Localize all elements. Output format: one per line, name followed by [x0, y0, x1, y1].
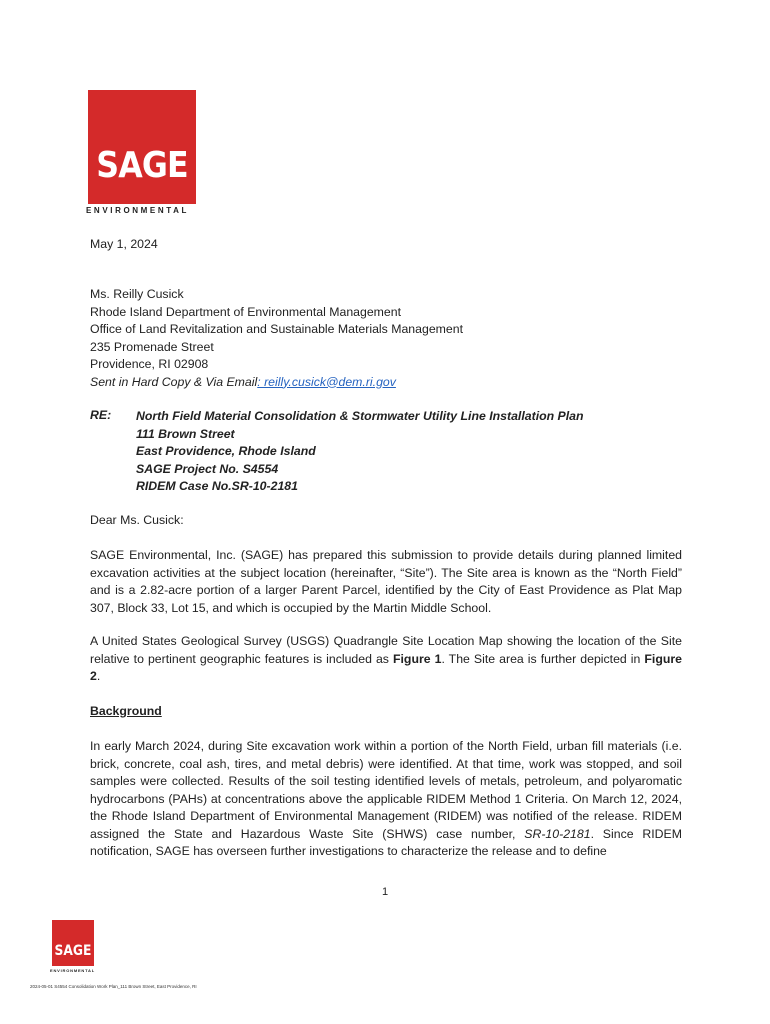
paragraph-background: [90, 738, 682, 861]
paragraph-text: .: [96, 669, 101, 683]
delivery-line: [90, 374, 463, 392]
address-line: Ms. Reilly Cusick: [90, 287, 184, 301]
footer-logo-subtitle: ENVIRONMENTAL: [50, 968, 95, 973]
page-number: 1: [381, 886, 389, 898]
case-number: SR-10-2181: [524, 826, 591, 841]
re-line: RIDEM Case No.SR-10-2181: [136, 479, 298, 493]
paragraph-text: . The Site area is further depicted in: [441, 651, 645, 666]
re-label: RE:: [90, 408, 112, 422]
re-line: North Field Material Consolidation & Stormwater Utility Line Installation Plan: [136, 409, 584, 423]
paragraph-text: . Since RIDEM notification, SAGE has overseen further investigations to characterize the release and to define: [90, 826, 682, 858]
salutation: Dear Ms. Cusick:: [90, 513, 184, 527]
paragraph-intro: SAGE Environmental, Inc. (SAGE) has prepared this submission to provide details during planned limited excavation activities at the subject location (hereinafter, “Site”). The Site area is known as the “North Field” and is a 2.82-acre portion of a larger Parent Parcel, identified by the City of East Providence as Plat Map 307, Block 33, Lot 15, and which is occupied by the Martin Middle School.: [90, 548, 682, 615]
re-line: 111 Brown Street: [136, 426, 235, 441]
address-line: Office of Land Revitalization and Sustainable Materials Management: [90, 322, 463, 336]
footer-logo: [52, 920, 94, 966]
re-line: East Providence, Rhode Island: [136, 444, 316, 458]
figure-ref: Figure 1: [393, 651, 442, 666]
re-line: SAGE Project No. S4554: [136, 461, 279, 476]
delivery-method: Sent in Hard Copy & Via Email: [90, 374, 258, 389]
logo-wordmark: SAGE: [96, 145, 188, 186]
figure-ref: Figure 2: [90, 651, 682, 683]
sage-logo: [88, 90, 196, 204]
section-heading: Background: [90, 704, 162, 718]
letter-date: May 1, 2024: [90, 237, 158, 251]
re-subject: [136, 408, 584, 496]
address-line: Providence, RI 02908: [90, 357, 209, 371]
paragraph-text: A United States Geological Survey (USGS) Quadrangle Site Location Map showing the location of the Site relative to pertinent geographic features is included as: [90, 634, 682, 666]
paragraph-text: In early March 2024, during Site excavation work within a portion of the North Field, urban fill materials (i.e. brick, concrete, coal ash, tires, and metal debris) were identified. At that time, work was stopped, and soil samples were collected. Results of the soil testing identified levels of metals, petroleum, and polyaromatic hydrocarbons (PAHs) at concentrations above the applicable RIDEM Method 1 Criteria. On March 12, 2024, the Rhode Island Department of Environmental Management (RIDEM) was notified of the release. RIDEM assigned the State and Hazardous Waste Site (SHWS) case number,: [90, 739, 682, 841]
footer-filename: 2024-05-01 S4554 Consolidation Work Plan_111 Brown Street, East Providence, RI: [30, 984, 197, 989]
email-link[interactable]: : reilly.cusick@dem.ri.gov: [257, 374, 396, 389]
address-line: 235 Promenade Street: [90, 339, 214, 354]
paragraph-figures: [90, 633, 682, 686]
recipient-address: [90, 286, 463, 391]
logo-subtitle: ENVIRONMENTAL: [86, 206, 189, 215]
footer-logo-wordmark: SAGE: [54, 943, 92, 959]
address-line: Rhode Island Department of Environmental Management: [90, 304, 402, 319]
